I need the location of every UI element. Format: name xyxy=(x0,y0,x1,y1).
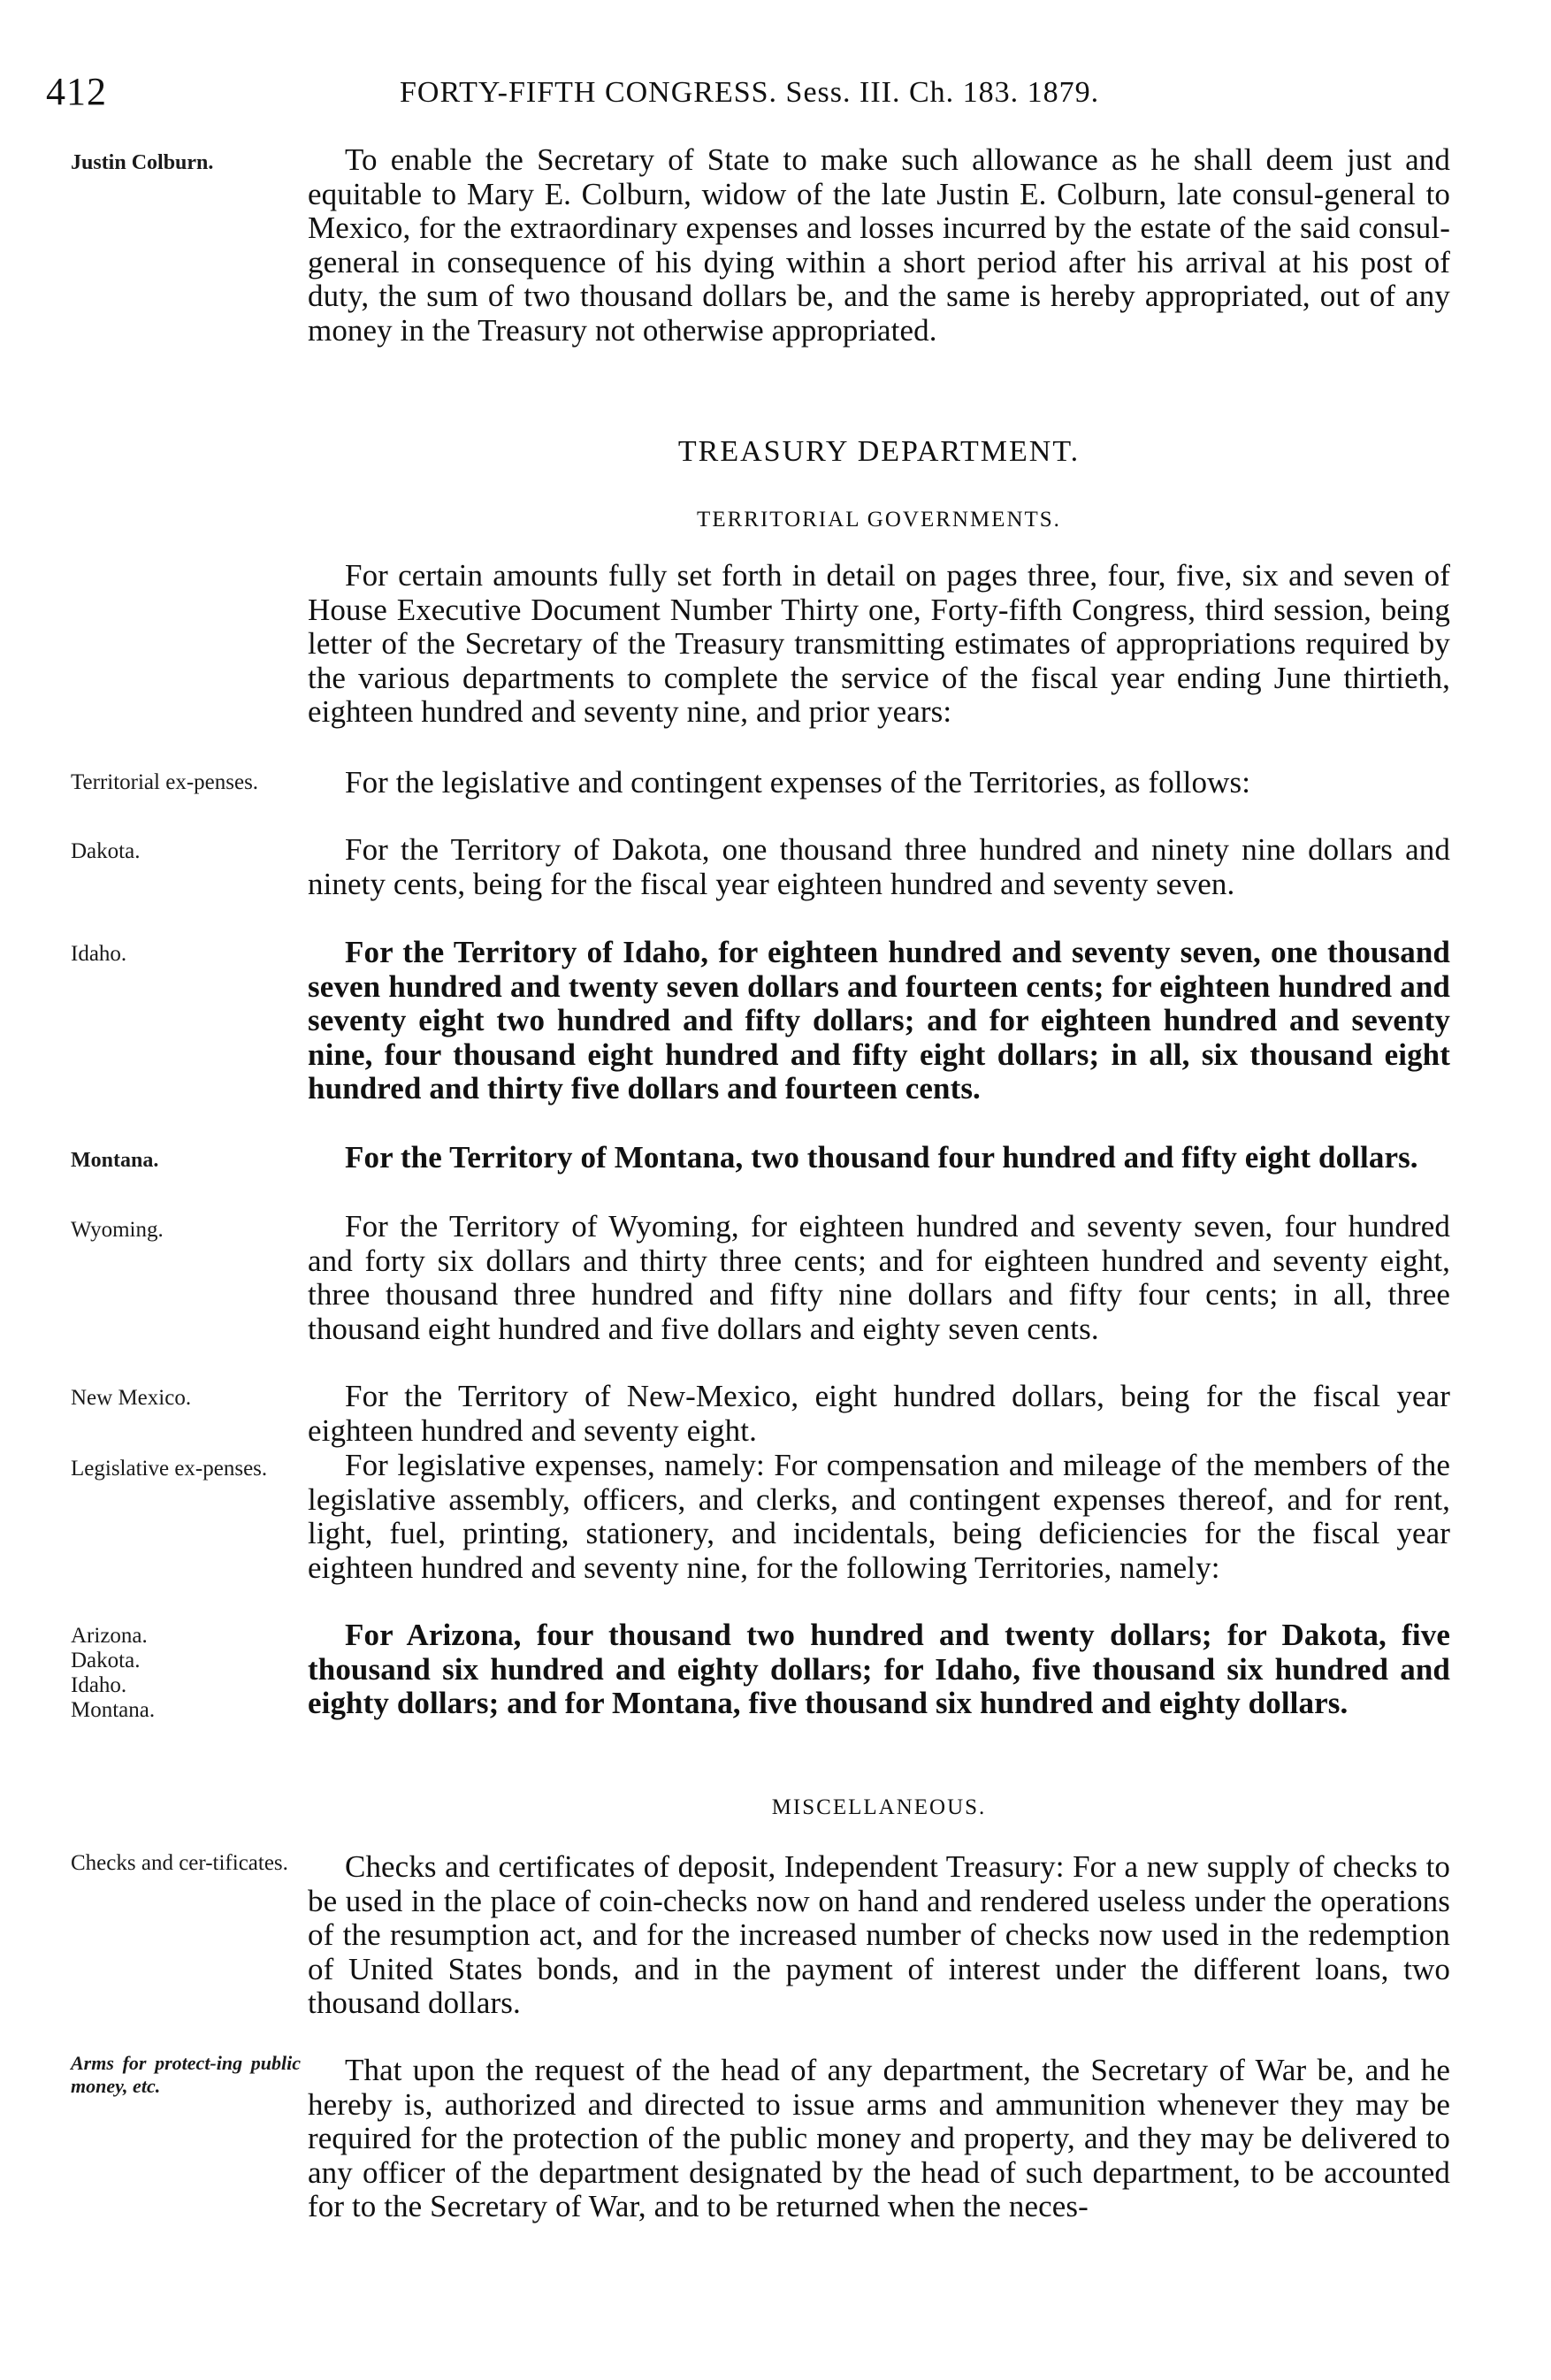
paragraph-arizona: For Arizona, four thousand two hundred and twenty dollars; for Dakota, five thousand six hundred and eighty dollars; for Idaho, five thousand six hundred and eighty dollars; and for Montana, five thousand six hundred and eighty dollars. xyxy=(308,1618,1450,1720)
paragraph-colburn: To enable the Secretary of State to make such allowance as he shall deem just and equitable to Mary E. Colburn, widow of the late Justin E. Colburn, late consul-general to Mexico, for the extraordinary expenses and losses incurred by the estate of the said consul-general in consequence of his dying within a short period after his arrival at his post of duty, the sum of two thousand dollars be, and the same is hereby appropriated, out of any money in the Treasury not otherwise appropriated. xyxy=(308,142,1450,348)
running-head xyxy=(46,69,1461,113)
paragraph-dakota: For the Territory of Dakota, one thousand three hundred and ninety nine dollars and ninety cents, being for the fiscal year eighteen hundred and seventy seven. xyxy=(308,832,1450,901)
margin-note-new-mexico: New Mexico. xyxy=(71,1386,192,1410)
margin-note-arms: Arms for protect-ing public money, etc. xyxy=(71,2052,301,2097)
running-head-title: FORTY-FIFTH CONGRESS. Sess. III. Ch. 183. 1879. xyxy=(400,76,1100,109)
margin-note-idaho: Idaho. xyxy=(71,942,127,966)
margin-note-territorial-expenses: Territorial ex-penses. xyxy=(71,770,259,794)
paragraph-checks: Checks and certificates of deposit, Independent Treasury: For a new supply of checks to be used in the place of coin-checks now on hand and rendered useless under the operations of the resumption act, and for the increased number of checks now used in the redemption of United States bonds, and in the payment of interest under the different loans, two thousand dollars. xyxy=(308,1849,1450,2020)
margin-note-dakota-2: Dakota. xyxy=(71,1649,141,1672)
paragraph-wyoming: For the Territory of Wyoming, for eighteen hundred and seventy seven, four hundred and forty six dollars and thirty three cents; and for eighteen hundred and seventy eight, three thousand three hundred and fifty nine dollars and fifty four cents; in all, three thousand eight hundred and five dollars and eighty seven cents. xyxy=(308,1209,1450,1346)
margin-note-montana-2: Montana. xyxy=(71,1698,156,1722)
margin-note-dakota: Dakota. xyxy=(71,839,141,863)
paragraph-legislative-expenses: For legislative expenses, namely: For compensation and mileage of the members of the legislative assembly, officers, and clerks, and contingent expenses thereof, and for rent, light, fuel, printing, stationery, and incidentals, being deficiencies for the fiscal year eighteen hundred and seventy nine, for the following Territories, namely: xyxy=(308,1448,1450,1585)
paragraph-arms: That upon the request of the head of any department, the Secretary of War be, and he hereby is, authorized and directed to issue arms and ammunition whenever they may be required for the protection of the public money and property, and they may be delivered to any officer of the department designated by the head of such department, to be accounted for to the Secretary of War, and to be returned when the neces- xyxy=(308,2053,1450,2223)
paragraph-idaho: For the Territory of Idaho, for eighteen hundred and seventy seven, one thousand seven hundred and twenty seven dollars and fourteen cents; for eighteen hundred and seventy eight two hundred and fifty dollars; and for eighteen hundred and seventy nine, four thousand eight hundred and fifty eight dollars; in all, six thousand eight hundred and thirty five dollars and fourteen cents. xyxy=(308,935,1450,1106)
paragraph-new-mexico: For the Territory of New-Mexico, eight hundred dollars, being for the fiscal year eighteen hundred and seventy eight. xyxy=(308,1379,1450,1448)
heading-territorial-governments: TERRITORIAL GOVERNMENTS. xyxy=(697,508,1061,532)
margin-note-territories-list xyxy=(71,1624,301,1723)
page-number: 412 xyxy=(46,70,107,113)
heading-miscellaneous: MISCELLANEOUS. xyxy=(771,1795,987,1819)
margin-note-justin-colburn: Justin Colburn. xyxy=(71,151,214,174)
margin-note-checks: Checks and cer-tificates. xyxy=(71,1851,288,1875)
paragraph-territorial-expenses: For the legislative and contingent expenses of the Territories, as follows: xyxy=(345,765,1251,800)
paragraph-certain-amounts: For certain amounts fully set forth in detail on pages three, four, five, six and seven of House Executive Document Number Thirty one, Forty-fifth Congress, third session, being letter of the Secretary of the Treasury transmitting estimates of appropriations required by the various departments to complete the service of the fiscal year ending June thirtieth, eighteen hundred and seventy nine, and prior years: xyxy=(308,558,1450,729)
margin-note-wyoming: Wyoming. xyxy=(71,1218,164,1242)
margin-note-idaho-2: Idaho. xyxy=(71,1673,127,1697)
heading-treasury-department: TREASURY DEPARTMENT. xyxy=(677,435,1081,468)
paragraph-montana: For the Territory of Montana, two thousand four hundred and fifty eight dollars. xyxy=(345,1140,1418,1175)
margin-note-legislative-expenses: Legislative ex-penses. xyxy=(71,1457,268,1481)
margin-note-arizona: Arizona. xyxy=(71,1624,148,1648)
margin-note-montana: Montana. xyxy=(71,1149,159,1172)
